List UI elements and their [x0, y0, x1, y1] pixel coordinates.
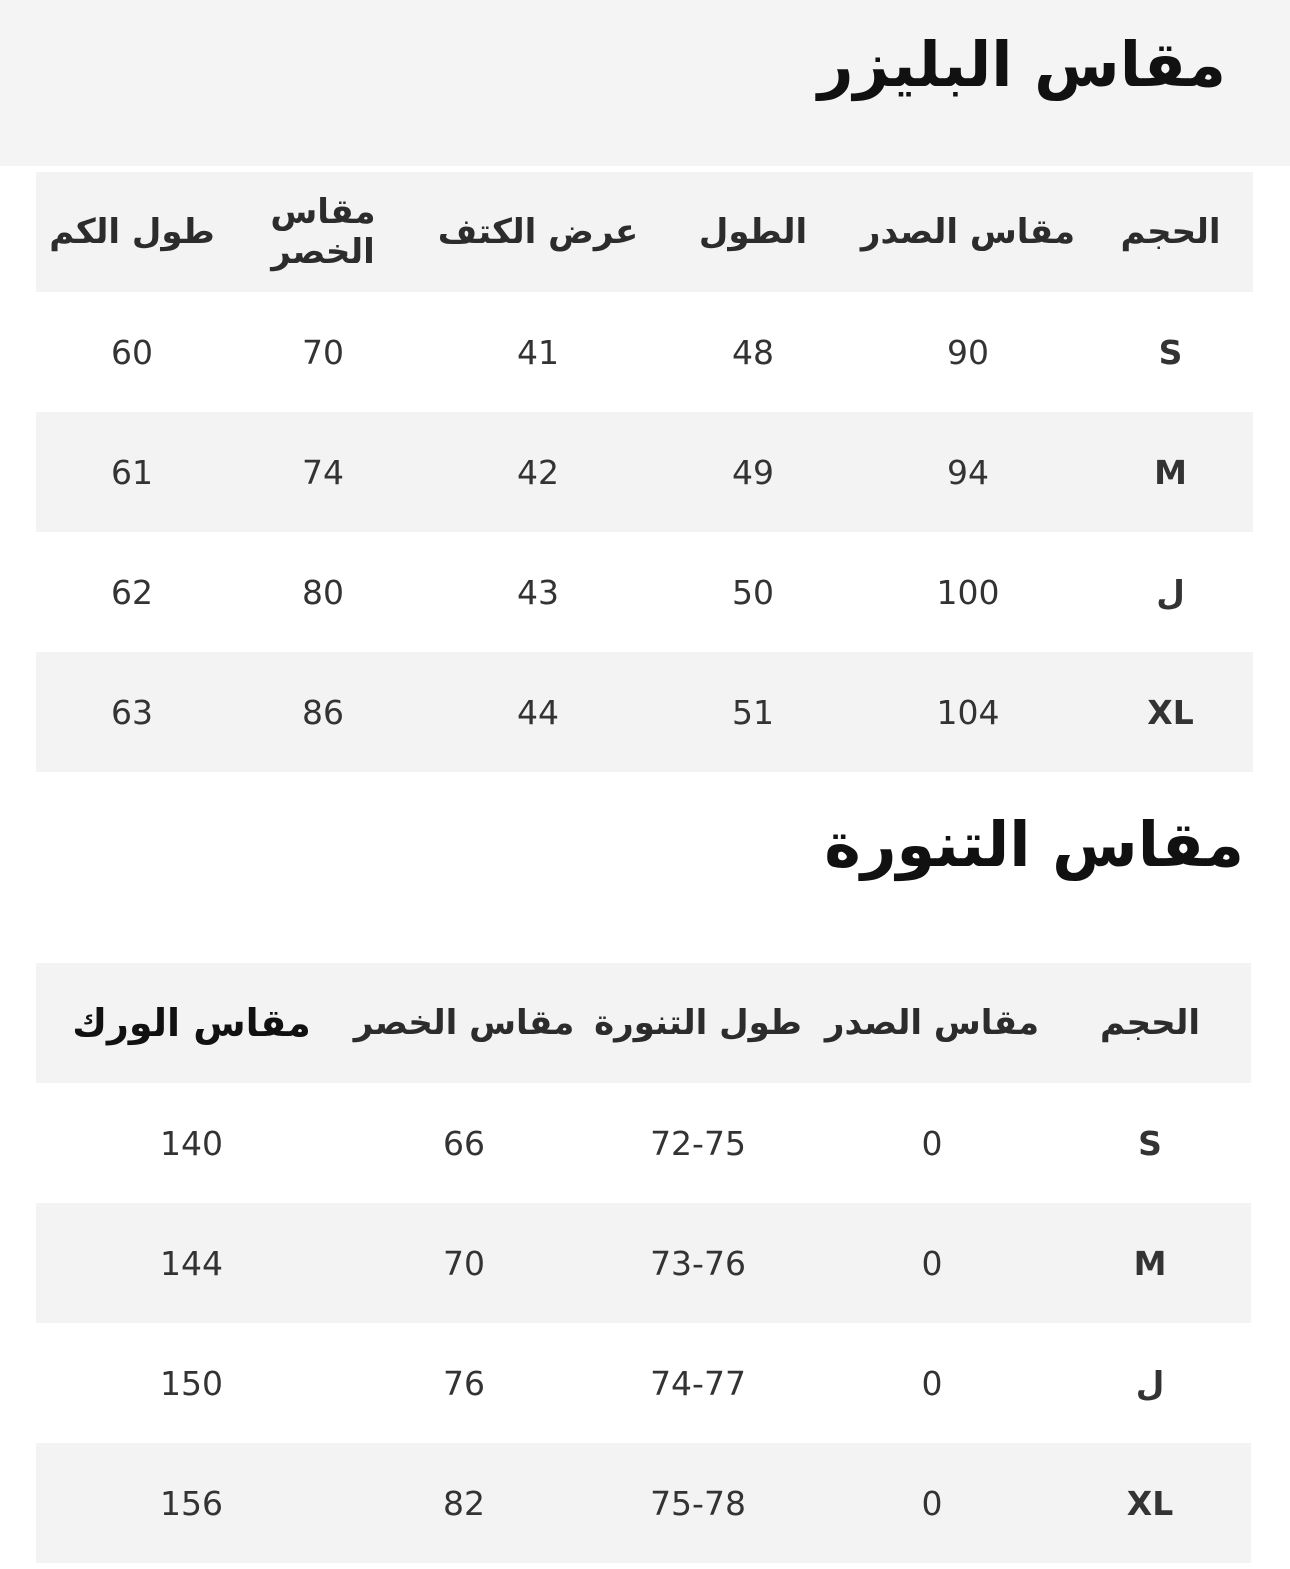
size-label: M	[1133, 1243, 1167, 1283]
table-row	[36, 1083, 1251, 1203]
shoulder-value: 42	[517, 452, 559, 492]
table-row	[36, 1323, 1251, 1443]
sleeve-value: 63	[111, 692, 153, 732]
length-value: 50	[732, 572, 774, 612]
length-value: 48	[732, 332, 774, 372]
header-waist: مقاس الخصر	[353, 1003, 575, 1043]
skirt-length-value: 75-78	[650, 1483, 746, 1523]
skirt-length-value: 72-75	[650, 1123, 746, 1163]
waist-value: 66	[443, 1123, 485, 1163]
waist-value: 80	[302, 572, 344, 612]
header-sleeve-length: طول الكم	[49, 212, 215, 252]
blazer-header-row	[36, 172, 1253, 292]
skirt-length-value: 73-76	[650, 1243, 746, 1283]
header-chest: مقاس الصدر	[824, 1003, 1040, 1043]
table-row	[36, 652, 1253, 772]
waist-value: 70	[443, 1243, 485, 1283]
sleeve-value: 62	[111, 572, 153, 612]
table-row	[36, 412, 1253, 532]
chest-value: 0	[921, 1123, 943, 1163]
header-waist: مقاس الخصر	[270, 192, 376, 272]
table-row	[36, 1443, 1251, 1563]
skirt-size-title: مقاس التنورة	[824, 808, 1244, 881]
chest-value: 104	[936, 692, 1000, 732]
shoulder-value: 44	[517, 692, 559, 732]
shoulder-value: 43	[517, 572, 559, 612]
table-row	[36, 532, 1253, 652]
size-label: S	[1158, 332, 1183, 372]
chest-value: 94	[947, 452, 989, 492]
skirt-length-value: 74-77	[650, 1363, 746, 1403]
waist-value: 86	[302, 692, 344, 732]
size-label: XL	[1126, 1483, 1174, 1523]
header-chest: مقاس الصدر	[860, 212, 1076, 252]
hip-value: 144	[160, 1243, 223, 1283]
waist-value: 76	[443, 1363, 485, 1403]
waist-value: 74	[302, 452, 344, 492]
size-label: M	[1154, 452, 1187, 492]
size-label: XL	[1147, 692, 1194, 732]
waist-value: 70	[302, 332, 344, 372]
waist-value: 82	[443, 1483, 485, 1523]
blazer-size-title: مقاس البليزر	[817, 28, 1226, 101]
header-length: الطول	[698, 212, 808, 252]
chest-value: 0	[921, 1243, 943, 1283]
length-value: 49	[732, 452, 774, 492]
table-row	[36, 1203, 1251, 1323]
hip-value: 140	[160, 1123, 223, 1163]
shoulder-value: 41	[517, 332, 559, 372]
length-value: 51	[732, 692, 774, 732]
size-label: ل	[1135, 1363, 1165, 1403]
blazer-size-table	[36, 172, 1253, 772]
size-label: S	[1138, 1123, 1162, 1163]
chest-value: 0	[921, 1363, 943, 1403]
header-hip: مقاس الورك	[72, 1001, 311, 1045]
chest-value: 0	[921, 1483, 943, 1523]
header-skirt-length: طول التنورة	[594, 1003, 802, 1043]
hip-value: 150	[160, 1363, 223, 1403]
hip-value: 156	[160, 1483, 223, 1523]
sleeve-value: 61	[111, 452, 153, 492]
table-row	[36, 292, 1253, 412]
skirt-header-row	[36, 963, 1251, 1083]
header-size: الحجم	[1120, 212, 1221, 252]
size-label: ل	[1156, 572, 1185, 612]
skirt-size-table	[36, 963, 1251, 1563]
sleeve-value: 60	[111, 332, 153, 372]
header-shoulder-width: عرض الكتف	[437, 212, 639, 252]
chest-value: 100	[936, 572, 1000, 612]
chest-value: 90	[947, 332, 989, 372]
header-size: الحجم	[1099, 1003, 1201, 1043]
